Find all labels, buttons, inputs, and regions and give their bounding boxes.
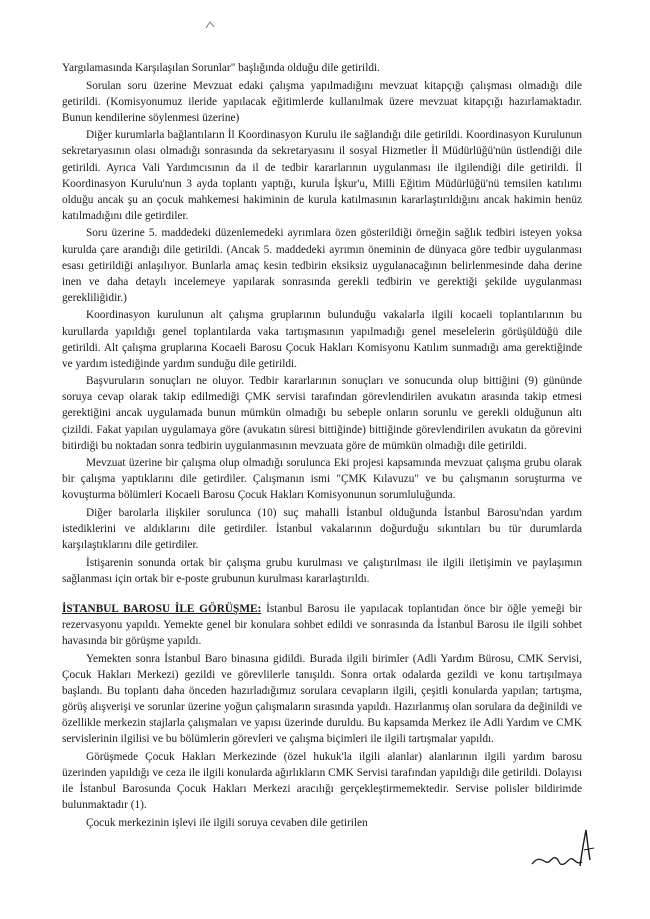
- paragraph-8: Diğer barolarla ilişkiler sorulunca (10) suç mahalli İstanbul olduğunda İstanbul Barosu'ndan yardım istediklerini ve aldıklarını dile getirdiler. İstanbul vakalarının doğurduğu sıkıntıları bu tür durumlarda karşılaştıklarını dile getirdiler.: [62, 507, 582, 552]
- section-intro-text: İstanbul Barosu ile yapılacak toplantıdan önce bir öğle yemeği bir rezervasyonu yapıldı. Yemekte genel bir konulara sohbet edildi ve sonrasında da İstanbul Barosu ile ilgili sohbet havasında bir görüşme yapıldı.: [62, 603, 582, 648]
- paragraph-5: Koordinasyon kurulunun alt çalışma gruplarının bulunduğu vakalarla ilgili kocaeli toplantılarının bu kurullarda yapıldığı genel toplantılarda vaka tartışmasının yapılmadığı genel meselelerin görüşüldüğü dile getirildi. Alt çalışma gruplarına Kocaeli Barosu Çocuk Hakları Komisyonu Katılım sunmadığı ama gerektiğinde ve yardım istediğinde yardım sunduğu dile getirildi.: [62, 309, 582, 370]
- istanbul-paragraph-1: Yemekten sonra İstanbul Baro binasına gidildi. Burada ilgili birimler (Adli Yardım Bürosu, CMK Servisi, Çocuk Hakları Merkezi) gezildi ve görevlilerle tanışıldı. Sonra ortak odalarda gezildi ve konu tartışılmaya başlandı. Bu toplantı daha önceden hazırladığımız sorulara cevapların ilgili, çeşitli konularda yapılan; tartışma, görüş alışverişi ve sorunlar üzerine yoğun çalışmaların sırasında yapıldı. Hazırlanmış olan sorulara da değinildi ve özellikle merkezin stajlarla çalışmaları ve yapısı üzerinde duruldu. Bu kapsamda Merkez ile Adli Yardım ve CMK servislerinin ilgilisi ve bu bölümlerin görevleri ve çalışma biçimleri ile ilgili tartışmalar yapıldı.: [62, 652, 582, 746]
- document-body: [62, 60, 582, 832]
- paragraph-9: İstişarenin sonunda ortak bir çalışma grubu kurulması ve çalıştırılması ile ilgili iletişimin ve paylaşımın sağlanması için ortak bir e-poste grubunun kurulması kararlaştırıldı.: [62, 556, 582, 585]
- istanbul-intro-paragraph: [62, 601, 582, 649]
- paragraph-6: Başvuruların sonuçları ne oluyor. Tedbir kararlarının sonuçları ve sonucunda olup bittiğini (9) gününde soruya cevap olarak takip edilmediği ÇMK servisi tarafından görevlendirilen avukatın arasında takip etmesi gerektiğini ancak uygulamada bunun mümkün olmadığı bu sebeple onların sorunlu ve gerekli olduğunun altı çizildi. Fakat yapılan uygulamaya göre (avukatın süresi bittiğinde) bittiğinde görevlendirilen avukatın da görevini bitirdiği bu noktadan sonra tedbirin uygulanmasının mevzuata göre de mümkün olmadığı dile getirildi.: [62, 375, 582, 452]
- paragraph-1: Yargılamasında Karşılaşılan Sorunlar" başlığında olduğu dile getirildi.: [62, 62, 380, 74]
- signature-icon: [528, 826, 598, 870]
- page-mark-icon: [204, 20, 216, 30]
- istanbul-paragraph-2: Görüşmede Çocuk Hakları Merkezinde (özel hukuk'la ilgili alanlar) alanlarının ilgili yardım barosu üzerinden yapıldığı ve ceza ile ilgili konularda ağırlıkların CMK Servisi tarafından yapıldığı dile getirildi. Dolayısı ile İstanbul Barosunda Çocuk Hakları Merkezi aracılığı gerçekleştirmemektedir. Servise polisler bildirimde bulunmaktadır (1).: [62, 750, 582, 812]
- paragraph-7: Mevzuat üzerine bir çalışma olup olmadığı sorulunca Eki projesi kapsamında mevzuat çalışma grubu olarak bir çalışma yaptıklarını dile getirdiler. Çalışmanın ismi "ÇMK Kılavuzu" ve bu çalışmanın soruşturma ve kovuşturma bölümleri Kocaeli Barosu Çocuk Hakları Komisyonunun sorumluluğunda.: [62, 457, 582, 502]
- istanbul-paragraph-3: Çocuk merkezinin işlevi ile ilgili soruya cevaben dile getirilen: [86, 816, 368, 829]
- paragraph-4: Soru üzerine 5. maddedeki düzenlemedeki ayrımlara özen gösterildiği örneğin sağlık tedbiri isteyen yoksa kurulda çare arandığı dile getirildi. (Ancak 5. maddedeki ayrımın öneminin de dünyaca göre tedbir uygulanması esası getirildiği anlaşılıyor. Bunlarla amaç kesin tedbirin eksiksiz uygulanacağının belirlenmesinde daha derine inen ve daha detaylı incelemeye yapılarak sonrasında gerekli tedbirin ve gerektiği şekilde uygulanması gerekliliğidir.): [62, 227, 582, 304]
- paragraph-2: Sorulan soru üzerine Mevzuat edaki çalışma yapılmadığını mevzuat kitapçığı çalışması olmadığı dile getirildi. (Komisyonumuz ileride yapılacak eğitimlerde kullanılmak üzere mevzuat kitapçığı hazırlamaktadır. Bunun kendilerine söylenmesi üzerine): [62, 79, 582, 124]
- section-heading: İSTANBUL BAROSU İLE GÖRÜŞME:: [62, 603, 262, 615]
- paragraph-3: Diğer kurumlarla bağlantıların İl Koordinasyon Kurulu ile sağlandığı dile getirildi. Koordinasyon Kurulunun sekretaryasının olası olmadığı sonrasında da sekretaryasını il sosyal Hizmetler İl Müdürlüğü'nün üstlendiği dile getirildi. Ayrıca Vali Yardımcısının da il de tedbir kararlarının uygulanması ile ilgilendiği dile getirildi. İl Koordinasyon Kurulu'nun 3 ayda toplantı yaptığı, kurula İşkur'u, Milli Eğitim Müdürlüğü'nü temsilen katılımı olduğu ancak şu an çocuk mahkemesi hakiminin de kurula katılmasının kararlaştırıldığını ancak hakimin henüz katılmadığını dile getirdiler.: [62, 129, 582, 222]
